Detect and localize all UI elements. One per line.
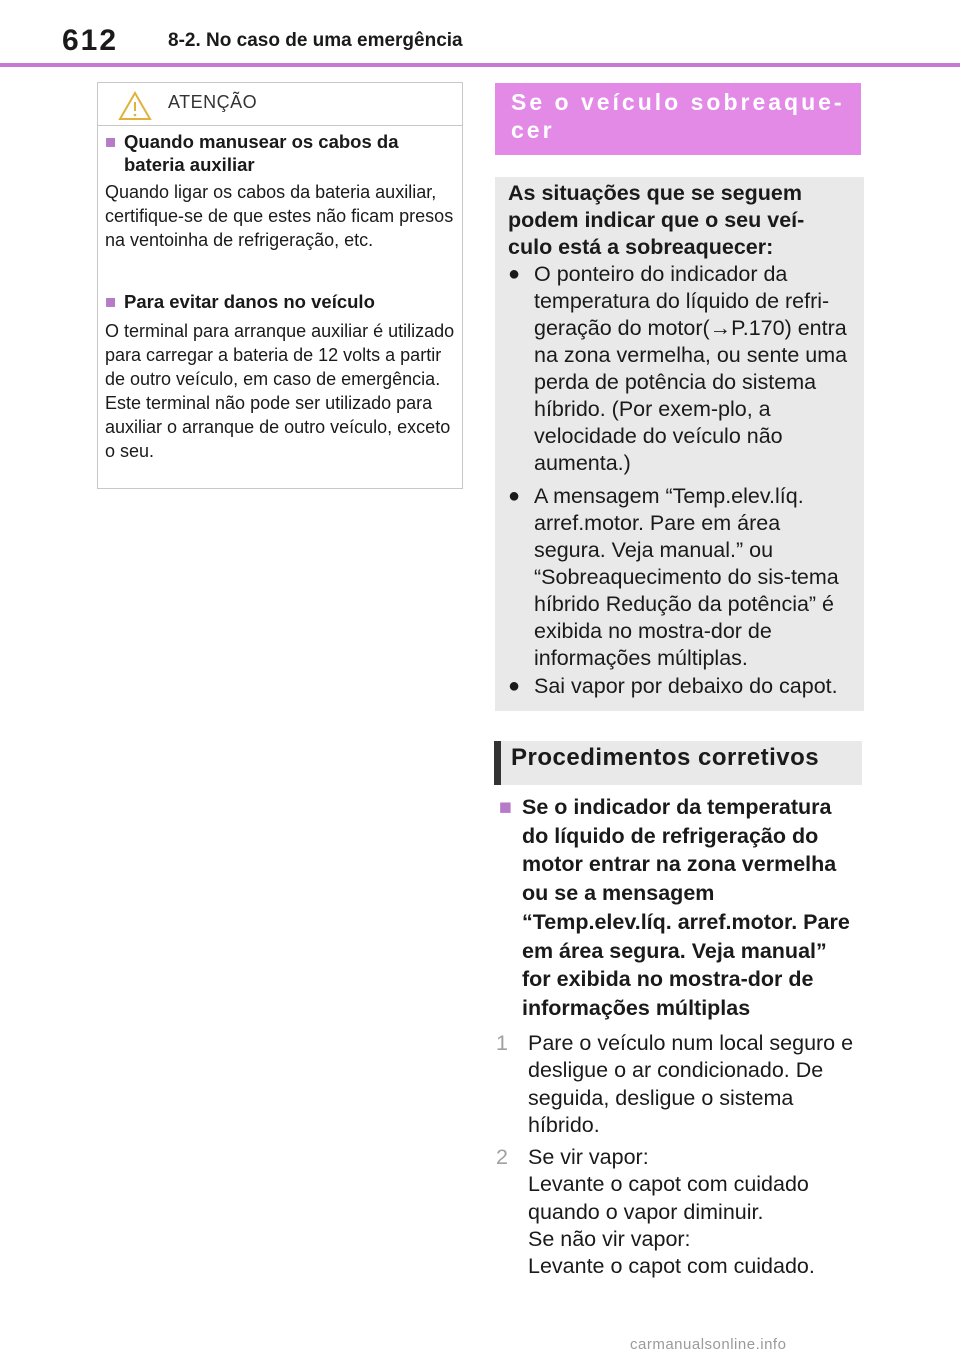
step-number: 1 [496,1031,508,1055]
caution-subheading [105,290,445,313]
step-text: Pare o veículo num local seguro e desligue o ar condicionado. De seguida, desligue o sistema híbrido. [528,1031,854,1137]
caution-header [98,83,462,126]
list-item [508,673,853,700]
step-number: 2 [496,1145,508,1169]
caution-paragraph: O terminal para arranque auxiliar é utilizado para carregar a bateria de 12 volts a partir de outro veículo, em caso de emergência. Este terminal não pode ser utilizado para auxiliar o arranque de outro veículo, exceto o seu. [105,321,455,461]
procedures-section-header [494,741,862,785]
page-number: 612 [62,24,119,57]
square-bullet-icon: ■ [105,291,117,312]
list-item [508,483,853,672]
bullet-dot-icon: ● [508,263,521,285]
warning-triangle-icon [118,91,152,121]
overheat-signs-panel [495,177,864,711]
header-divider [0,63,960,67]
overheat-section-title: Se o veículo sobreaque-cer [511,89,845,143]
caution-label: ATENÇÃO [168,92,258,112]
caution-subheading-text: Quando manusear os cabos da bateria auxiliar [124,131,399,175]
procedure-step [496,1144,860,1280]
section-title: 8-2. No caso de uma emergência [168,30,463,51]
procedures-section-title: Procedimentos corretivos [511,744,820,771]
procedure-condition-heading [499,793,859,1023]
overheat-section-header [495,83,861,155]
step-text: Se vir vapor: Levante o capot com cuidado quando o vapor diminuir. Se não vir vapor: Levante o capot com cuidado. [528,1145,815,1279]
bullet-dot-icon: ● [508,675,521,697]
square-bullet-icon: ■ [105,131,117,152]
watermark: carmanualsonline.info [630,1336,787,1353]
square-bullet-icon: ■ [499,795,512,819]
procedure-step [496,1030,860,1139]
bullet-dot-icon: ● [508,485,521,507]
overheat-intro: As situações que se seguem podem indicar que o seu veí-culo está a sobreaquecer: [508,181,805,259]
list-item-text: A mensagem “Temp.elev.líq. arref.motor. Pare em área segura. Veja manual.” ou “Sobreaquecimento do sis-tema híbrido Redução da potência” é exibida no mostra-dor de informações múltiplas. [534,484,839,670]
caution-subheading [105,130,445,176]
list-item [508,261,853,477]
caution-subheading-text: Para evitar danos no veículo [124,291,375,312]
procedure-condition-text: Se o indicador da temperatura do líquido de refrigeração do motor entrar na zona vermelha ou se a mensagem “Temp.elev.líq. arref.motor. Pare em área segura. Veja manual” for exibida no mostra-dor de informações múltiplas [522,795,850,1020]
list-item-text: Sai vapor por debaixo do capot. [534,674,838,698]
list-item-text: O ponteiro do indicador da temperatura do líquido de refri-geração do motor(→P.170) entra na zona vermelha, ou sente uma perda de potência do sistema híbrido. (Por exem-plo, a velocidade do veículo não aumenta.) [534,262,848,475]
caution-paragraph: Quando ligar os cabos da bateria auxiliar, certifique-se de que estes não ficam presos na ventoinha de refrigeração, etc. [105,182,454,250]
caution-box [97,82,463,489]
